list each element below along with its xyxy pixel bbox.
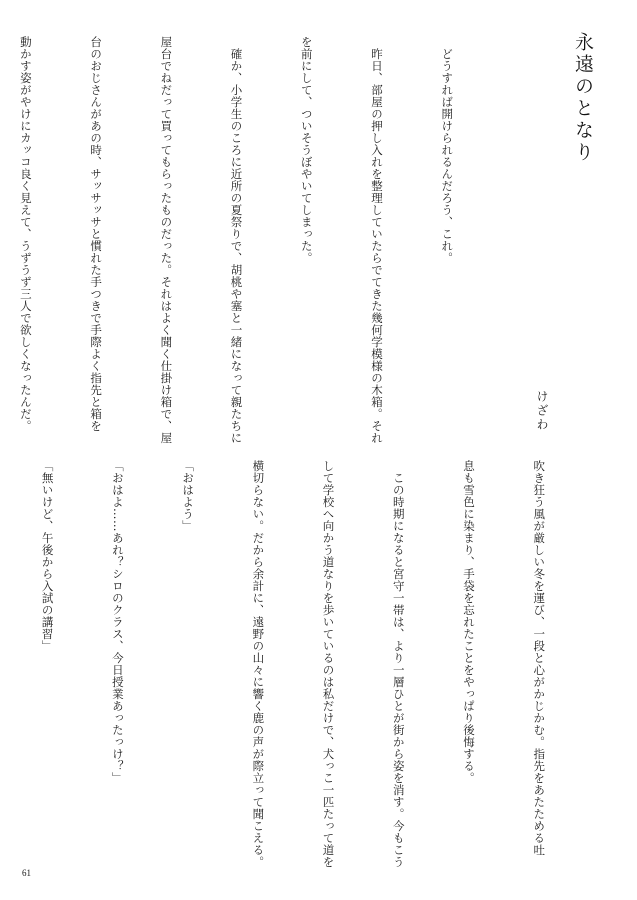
upper-text-column: 昨日、部屋の押し入れを整理していたらでてきた幾何学模様の木箱。それ bbox=[369, 48, 384, 444]
lower-text-column: 横切らない。だから余計に、遠野の山々に響く鹿の声が際立って聞こえる。 bbox=[251, 460, 266, 868]
lower-text-column: して学校へ向かう道なりを歩いているのは私だけで、犬っこ一匹たって道を bbox=[321, 460, 336, 868]
lower-text-block bbox=[0, 460, 597, 868]
lower-text-column: 「おはよう」 bbox=[181, 460, 196, 532]
lower-text-column: 「おはよ……あれ？シロのクラス、今日授業あったっけ？」 bbox=[110, 460, 125, 784]
upper-text-column: を前にして、ついそうぼやいてしまった。 bbox=[299, 36, 314, 264]
author-name: けざわ bbox=[535, 390, 549, 432]
lower-text-column: 息も雪色に染まり、手袋を忘れたことをやっぱり後悔する。 bbox=[461, 460, 476, 784]
upper-text-column: 屋台でねだって買ってもらったものだった。それはよく聞く仕掛け箱で、屋 bbox=[159, 36, 174, 444]
upper-text-column: 確か、小学生のころに近所の夏祭りで、胡桃や塞と一緒になって親たちに bbox=[229, 48, 244, 444]
lower-text-column: 「無いけど、午後から入試の講習」 bbox=[40, 460, 55, 652]
lower-text-column: 吹き狂う風が厳しい冬を運び、一段と心がかじかむ。指先をあたためる吐 bbox=[532, 460, 547, 856]
upper-text-block bbox=[0, 36, 505, 444]
upper-text-column: どうすれば開けられるんだろう、これ。 bbox=[440, 48, 455, 264]
lower-text-column: この時期になると宮守一帯は、より一層ひとが街から姿を消す。今もこう bbox=[391, 472, 406, 868]
upper-text-column: 台のおじさんがあの時、サッサッサと慣れた手つきで手際よく指先と箱を bbox=[89, 36, 104, 432]
page-number: 61 bbox=[22, 868, 31, 878]
story-title: 永遠のとなり bbox=[572, 32, 594, 164]
upper-text-column: 動かす姿がやけにカッコ良く見えて、うずうず三人で欲しくなったんだ。 bbox=[18, 36, 33, 432]
